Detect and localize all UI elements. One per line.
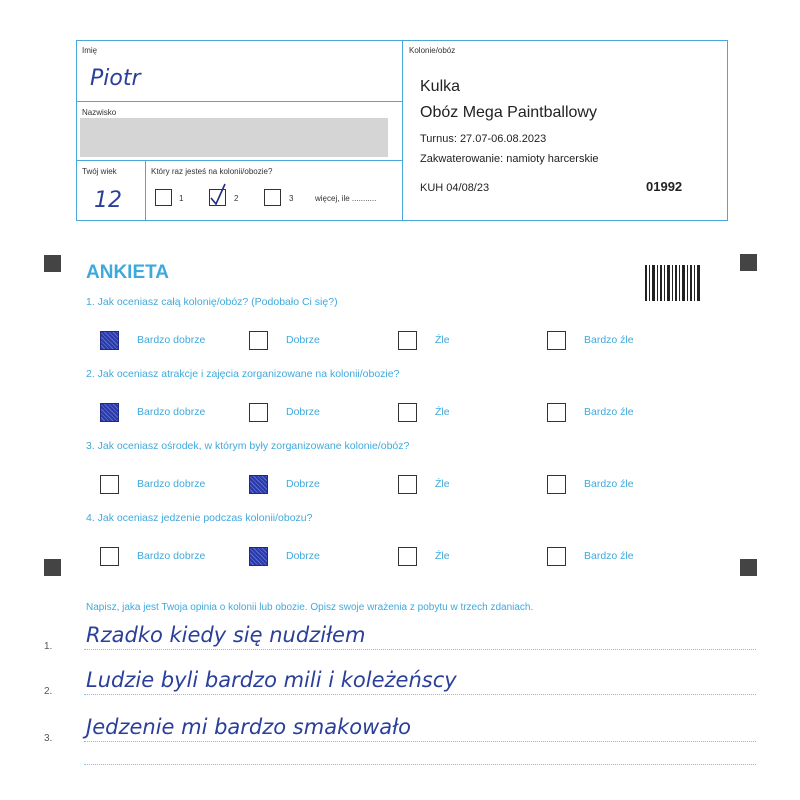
wiek-divider [145, 160, 146, 221]
opinion-line-3-number: 3. [44, 733, 53, 744]
ktory-raz-checkbox-2[interactable] [209, 189, 226, 206]
opinion-line-1-number: 1. [44, 641, 53, 652]
ktory-raz-checkbox-1[interactable] [155, 189, 172, 206]
ktory-raz-checkbox-3[interactable] [264, 189, 281, 206]
question-3-checkbox-4[interactable] [547, 475, 566, 494]
question-1-checkbox-4[interactable] [547, 331, 566, 350]
opinion-line-2-text[interactable]: Ludzie byli bardzo mili i koleżeńscy [86, 668, 457, 692]
imie-value[interactable]: Piotr [90, 66, 141, 91]
question-4-option-3: Źle [435, 550, 450, 562]
question-4-option-1: Bardzo dobrze [137, 550, 206, 562]
question-2-option-4: Bardzo źle [584, 406, 634, 418]
nazwisko-redacted [80, 118, 388, 157]
question-4-checkbox-4[interactable] [547, 547, 566, 566]
opinion-line-2-number: 2. [44, 686, 53, 697]
question-2-option-3: Źle [435, 406, 450, 418]
opinion-line-1-rule [84, 649, 756, 650]
question-1-checkbox-3[interactable] [398, 331, 417, 350]
question-3-option-3: Źle [435, 478, 450, 490]
code-text: KUH 04/08/23 [420, 182, 490, 194]
registration-marker-bottom-right [740, 559, 757, 576]
kolonie-name: Kulka [420, 78, 461, 95]
opinion-extra-rule [84, 764, 756, 765]
checkmark-icon [208, 184, 230, 208]
barcode-icon [645, 265, 701, 301]
imie-row-divider [76, 101, 402, 102]
question-3-option-1: Bardzo dobrze [137, 478, 206, 490]
question-2-checkbox-3[interactable] [398, 403, 417, 422]
question-2-text: 2. Jak oceniasz atrakcje i zajęcia zorganizowane na kolonii/obozie? [86, 368, 400, 380]
wiek-value[interactable]: 12 [94, 188, 122, 213]
registration-marker-top-right [740, 254, 757, 271]
question-1-option-2: Dobrze [286, 334, 320, 346]
opinion-line-3-rule [84, 741, 756, 742]
registration-marker-top-left [44, 255, 61, 272]
question-1-option-1: Bardzo dobrze [137, 334, 206, 346]
question-4-checkbox-1[interactable] [100, 547, 119, 566]
question-3-checkbox-3[interactable] [398, 475, 417, 494]
header-divider [402, 40, 403, 221]
question-1-option-4: Bardzo źle [584, 334, 634, 346]
opinion-line-1-text[interactable]: Rzadko kiedy się nudziłem [86, 623, 366, 647]
wiek-label: Twój wiek [82, 167, 117, 176]
imie-label: Imię [82, 46, 98, 55]
oboz-name: Obóz Mega Paintballowy [420, 104, 597, 121]
question-4-option-2: Dobrze [286, 550, 320, 562]
question-1-text: 1. Jak oceniasz całą kolonię/obóz? (Podobało Ci się?) [86, 296, 338, 308]
question-3-checkbox-2[interactable] [249, 475, 268, 494]
question-1-checkbox-1[interactable] [100, 331, 119, 350]
question-4-checkbox-3[interactable] [398, 547, 417, 566]
question-3-option-4: Bardzo źle [584, 478, 634, 490]
question-2-checkbox-1[interactable] [100, 403, 119, 422]
question-3-checkbox-1[interactable] [100, 475, 119, 494]
ktory-raz-more: więcej, ile ........... [315, 194, 377, 203]
ktory-raz-option-1: 1 [179, 194, 184, 203]
question-3-option-2: Dobrze [286, 478, 320, 490]
nazwisko-row-divider [76, 160, 402, 161]
question-3-text: 3. Jak oceniasz ośrodek, w którym były zorganizowane kolonie/obóz? [86, 440, 410, 452]
question-2-checkbox-4[interactable] [547, 403, 566, 422]
question-4-option-4: Bardzo źle [584, 550, 634, 562]
question-2-option-2: Dobrze [286, 406, 320, 418]
form-number: 01992 [646, 179, 683, 194]
opinion-line-3-text[interactable]: Jedzenie mi bardzo smakowało [86, 715, 411, 739]
opinion-prompt: Napisz, jaka jest Twoja opinia o kolonii lub obozie. Opisz swoje wrażenia z pobytu w trzech zdaniach. [86, 602, 534, 613]
question-4-text: 4. Jak oceniasz jedzenie podczas kolonii/obozu? [86, 512, 313, 524]
question-1-checkbox-2[interactable] [249, 331, 268, 350]
ktory-raz-label: Który raz jesteś na kolonii/obozie? [151, 167, 273, 176]
ktory-raz-option-2: 2 [234, 194, 239, 203]
question-2-checkbox-2[interactable] [249, 403, 268, 422]
nazwisko-label: Nazwisko [82, 108, 117, 117]
question-2-option-1: Bardzo dobrze [137, 406, 206, 418]
question-1-option-3: Źle [435, 334, 450, 346]
turnus-text: Turnus: 27.07-06.08.2023 [420, 133, 547, 145]
registration-marker-bottom-left [44, 559, 61, 576]
ktory-raz-option-3: 3 [289, 194, 294, 203]
kolonie-label: Kolonie/obóz [409, 46, 456, 55]
zakwaterowanie-text: Zakwaterowanie: namioty harcerskie [420, 153, 599, 165]
opinion-line-2-rule [84, 694, 756, 695]
question-4-checkbox-2[interactable] [249, 547, 268, 566]
survey-title: ANKIETA [86, 262, 170, 283]
